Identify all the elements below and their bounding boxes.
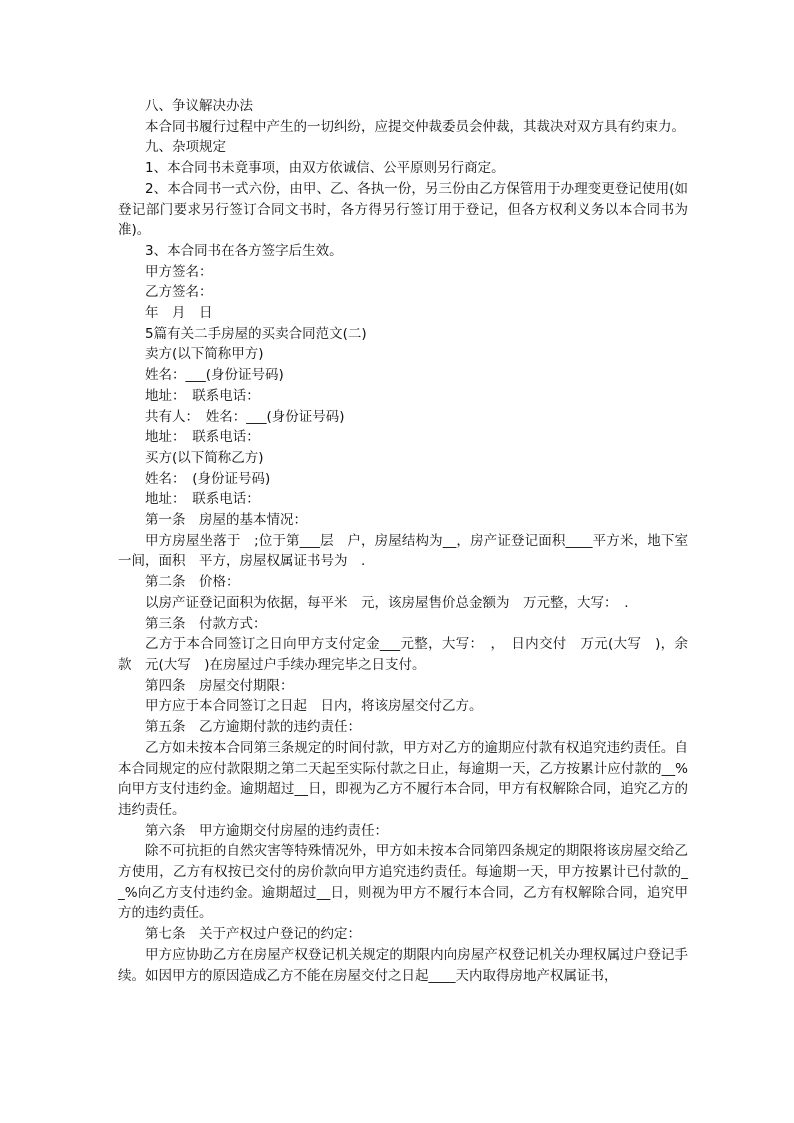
section-heading-misc: 九、杂项规定: [145, 139, 226, 156]
signature-party-b: 乙方签名：: [145, 284, 213, 301]
article-1-body: 甲方房屋坐落于 ;位于第___层 户，房屋结构为__，房产证登记面积____平方米，地下室一间，面积 平方，房屋权属证书号为 .: [118, 532, 688, 570]
seller-name: 姓名：___(身份证号码): [145, 367, 284, 384]
article-2-body: 以房产证登记面积为依据，每平米 元，该房屋售价总金额为 万元整，大写： .: [145, 594, 629, 611]
article-2-heading: 第二条 价格：: [145, 574, 240, 591]
article-6-heading: 第六条 甲方逾期交付房屋的违约责任：: [145, 822, 388, 839]
signature-party-a: 甲方签名：: [145, 263, 213, 280]
date-line: 年 月 日: [145, 305, 213, 322]
article-4-body: 甲方应于本合同签订之日起 日内，将该房屋交付乙方。: [145, 698, 483, 715]
contract-title: 5篇有关二手房屋的买卖合同范文(二): [145, 325, 367, 342]
article-7-body: 甲方应协助乙方在房屋产权登记机关规定的期限内向房屋产权登记机关办理权属过户登记手续。如因甲方的原因造成乙方不能在房屋交付之日起____天内取得房地产权属证书，: [118, 946, 688, 984]
seller-address: 地址： 联系电话：: [145, 387, 260, 404]
article-3-body: 乙方于本合同签订之日向甲方支付定金___元整，大写： ， 日内交付 万元(大写 )，余款 元(大写 )在房屋过户手续办理完毕之日支付。: [118, 636, 688, 673]
co-owner-name: 共有人： 姓名：___(身份证号码): [145, 408, 345, 425]
paragraph-arbitration: 本合同书履行过程中产生的一切纠纷，应提交仲裁委员会仲裁，其裁决对双方具有约束力。: [145, 118, 685, 135]
article-3-heading: 第三条 付款方式：: [145, 615, 267, 632]
article-6-body: 除不可抗拒的自然灾害等特殊情况外，甲方如未按本合同第四条规定的期限将该房屋交给乙方使用，乙方有权按已交付的房价款向甲方追究违约责任。每逾期一天，甲方按累计已付款的__%向乙方支付违约金。逾期超过__日，则视为甲方不履行本合同，乙方有权解除合同，追究甲方的违约责任。: [118, 843, 688, 922]
document-body: [118, 96, 688, 986]
article-7-heading: 第七条 关于产权过户登记的约定：: [145, 926, 361, 943]
section-heading-dispute: 八、争议解决办法: [145, 98, 253, 114]
article-4-heading: 第四条 房屋交付期限：: [145, 677, 294, 694]
seller-heading: 卖方(以下简称甲方): [145, 346, 264, 363]
buyer-heading: 买方(以下简称乙方): [145, 449, 264, 466]
article-5-body: 乙方如未按本合同第三条规定的时间付款，甲方对乙方的逾期应付款有权追究违约责任。自本合同规定的应付款限期之第二天起至实际付款之日止，每逾期一天，乙方按累计应付款的__%向甲方支付违约金。逾期超过__日，即视为乙方不履行本合同，甲方有权解除合同，追究乙方的违约责任。: [118, 739, 688, 818]
clause-misc-1: 1、本合同书未竟事项，由双方依诚信、公平原则另行商定。: [145, 160, 505, 177]
article-1-heading: 第一条 房屋的基本情况：: [145, 512, 307, 529]
clause-misc-3: 3、本合同书在各方签字后生效。: [145, 242, 343, 259]
co-owner-address: 地址： 联系电话：: [145, 429, 260, 446]
article-5-heading: 第五条 乙方逾期付款的违约责任：: [145, 719, 361, 736]
buyer-name: 姓名： (身份证号码): [145, 470, 271, 487]
buyer-address: 地址： 联系电话：: [145, 491, 260, 508]
clause-misc-2: 2、本合同书一式六份，由甲、乙、各执一份，另三份由乙方保管用于办理变更登记使用(如登记部门要求另行签订合同文书时，各方得另行签订用于登记，但各方权利义务以本合同书为准)。: [118, 180, 688, 239]
